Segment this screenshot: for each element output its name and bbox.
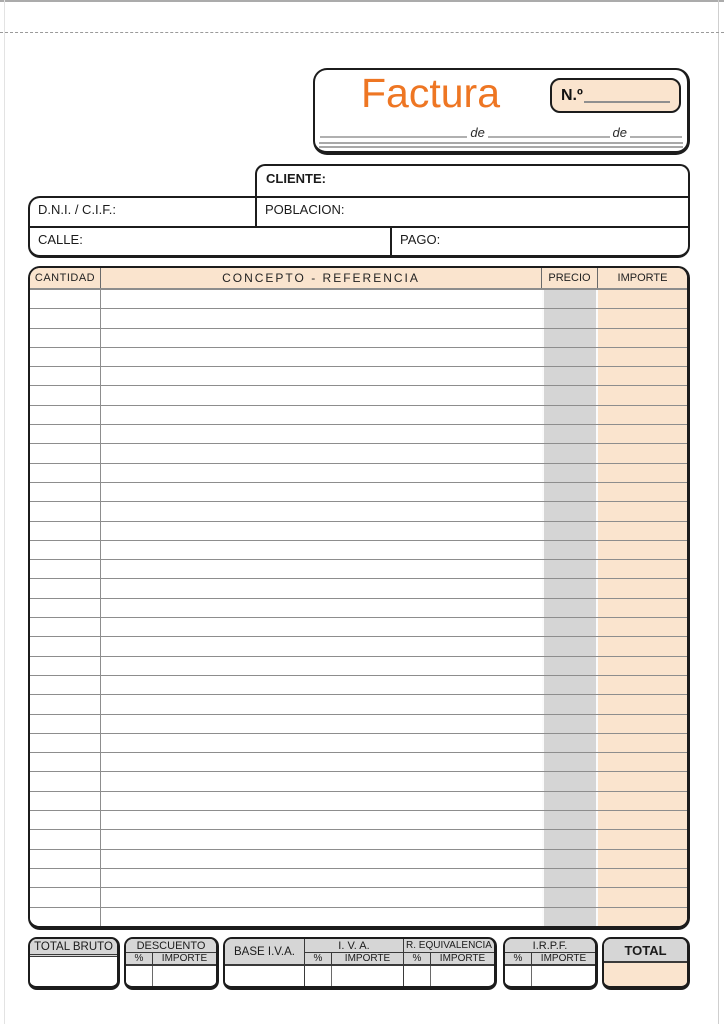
importe-cell [598, 309, 687, 327]
precio-cell [542, 637, 598, 655]
invoice-number-blank-line [584, 101, 670, 103]
col-header-concepto-referencia: CONCEPTO - REFERENCIA [101, 268, 542, 288]
descuento-pct-cell [126, 966, 153, 986]
calle-label: CALLE: [38, 231, 83, 247]
cliente-field [255, 164, 690, 196]
irpf-importe-label: IMPORTE [540, 953, 587, 964]
concepto-cell [101, 695, 542, 713]
importe-cell [598, 850, 687, 868]
cantidad-cell [30, 811, 101, 829]
concepto-cell [101, 348, 542, 366]
precio-cell [542, 850, 598, 868]
pago-field [392, 228, 688, 256]
precio-cell [542, 329, 598, 347]
col-header-cantidad: CANTIDAD [30, 268, 101, 288]
iva-section [305, 939, 404, 986]
iva-label: I. V. A. [305, 939, 403, 953]
date-preposition-2: de [612, 125, 627, 140]
concepto-cell [101, 850, 542, 868]
concepto-cell [101, 676, 542, 694]
precio-cell [542, 348, 598, 366]
iva-blank [305, 966, 403, 986]
descuento-subheader [126, 953, 216, 966]
importe-cell [598, 464, 687, 482]
invoice-number-label: N.º [561, 86, 583, 104]
date-preposition-1: de [470, 125, 485, 140]
importe-cell [598, 502, 687, 520]
precio-cell [542, 772, 598, 790]
precio-cell [542, 522, 598, 540]
invoice-title: Factura [361, 70, 500, 116]
descuento-importe-label: IMPORTE [161, 953, 208, 964]
date-day-blank-line [320, 126, 467, 138]
descuento-importe-cell [153, 966, 216, 986]
precio-cell [542, 869, 598, 887]
cantidad-cell [30, 869, 101, 887]
importe-cell [598, 637, 687, 655]
concepto-cell [101, 406, 542, 424]
iva-pct-cell [305, 966, 332, 986]
item-row [30, 599, 687, 618]
pago-label: PAGO: [400, 231, 441, 247]
r-equivalencia-pct-cell [404, 966, 431, 986]
invoice-date-line [320, 126, 682, 138]
col-header-importe: IMPORTE [617, 272, 668, 284]
cantidad-cell [30, 541, 101, 559]
cantidad-cell [30, 734, 101, 752]
cantidad-cell [30, 329, 101, 347]
precio-cell [542, 830, 598, 848]
precio-cell [542, 792, 598, 810]
importe-cell [598, 579, 687, 597]
cantidad-cell [30, 695, 101, 713]
cantidad-cell [30, 888, 101, 906]
cantidad-cell [30, 830, 101, 848]
cantidad-cell [30, 715, 101, 733]
importe-cell [598, 888, 687, 906]
precio-cell [542, 676, 598, 694]
cantidad-cell [30, 348, 101, 366]
cantidad-cell [30, 522, 101, 540]
page-left-edge [4, 0, 5, 1024]
item-row [30, 522, 687, 541]
concepto-cell [101, 772, 542, 790]
cantidad-cell [30, 676, 101, 694]
concepto-cell [101, 579, 542, 597]
cantidad-cell [30, 560, 101, 578]
irpf-label: I.R.P.F. [505, 939, 595, 953]
cantidad-cell [30, 386, 101, 404]
item-row [30, 367, 687, 386]
concepto-cell [101, 792, 542, 810]
dni-cif-field [30, 198, 257, 226]
cantidad-cell [30, 425, 101, 443]
precio-cell [542, 734, 598, 752]
item-row [30, 657, 687, 676]
descuento-label: DESCUENTO [126, 939, 216, 953]
importe-cell [598, 753, 687, 771]
importe-cell [598, 483, 687, 501]
precio-cell [542, 715, 598, 733]
item-row [30, 541, 687, 560]
item-row [30, 309, 687, 328]
concepto-cell [101, 483, 542, 501]
concepto-cell [101, 541, 542, 559]
concepto-cell [101, 522, 542, 540]
cantidad-cell [30, 772, 101, 790]
item-row [30, 464, 687, 483]
precio-cell [542, 444, 598, 462]
cantidad-cell [30, 444, 101, 462]
importe-cell [598, 715, 687, 733]
item-row [30, 348, 687, 367]
page-right-edge [718, 0, 719, 1024]
concepto-cell [101, 329, 542, 347]
irpf-subheader [505, 953, 595, 966]
total-bruto-label: TOTAL BRUTO [30, 939, 117, 957]
concepto-cell [101, 502, 542, 520]
items-table [28, 266, 690, 930]
col-header-precio: PRECIO [542, 268, 598, 288]
item-row [30, 908, 687, 926]
importe-cell [598, 792, 687, 810]
concepto-cell [101, 290, 542, 308]
iva-pct-label: % [305, 953, 332, 964]
base-iva-blank [225, 966, 304, 986]
cantidad-cell [30, 850, 101, 868]
item-row [30, 290, 687, 309]
precio-cell [542, 290, 598, 308]
item-row [30, 830, 687, 849]
precio-cell [542, 386, 598, 404]
importe-cell [598, 329, 687, 347]
irpf-blank [505, 966, 595, 986]
item-row [30, 502, 687, 521]
cantidad-cell [30, 483, 101, 501]
invoice-header-box [313, 68, 690, 155]
total-box [602, 937, 690, 990]
precio-cell [542, 908, 598, 926]
cantidad-cell [30, 502, 101, 520]
concepto-cell [101, 637, 542, 655]
importe-cell [598, 599, 687, 617]
precio-cell [542, 367, 598, 385]
item-row [30, 329, 687, 348]
date-year-blank-line [630, 126, 682, 138]
date-month-blank-line [488, 126, 610, 138]
item-row [30, 811, 687, 830]
importe-cell [598, 406, 687, 424]
item-row [30, 850, 687, 869]
iva-importe-cell [332, 966, 403, 986]
importe-cell [598, 695, 687, 713]
concepto-cell [101, 425, 542, 443]
item-row [30, 425, 687, 444]
concepto-cell [101, 599, 542, 617]
concepto-cell [101, 715, 542, 733]
base-iva-section [225, 939, 305, 986]
concepto-cell [101, 657, 542, 675]
precio-cell [542, 425, 598, 443]
concepto-cell [101, 753, 542, 771]
importe-cell [598, 348, 687, 366]
importe-cell [598, 560, 687, 578]
item-row [30, 406, 687, 425]
precio-cell [542, 309, 598, 327]
item-row [30, 792, 687, 811]
descuento-blank [126, 966, 216, 986]
cantidad-cell [30, 599, 101, 617]
concepto-cell [101, 734, 542, 752]
importe-cell [598, 425, 687, 443]
precio-cell [542, 888, 598, 906]
precio-cell [542, 599, 598, 617]
cantidad-cell [30, 406, 101, 424]
precio-cell [542, 406, 598, 424]
cantidad-cell [30, 579, 101, 597]
irpf-pct-cell [505, 966, 532, 986]
cantidad-cell [30, 464, 101, 482]
descuento-pct-label: % [126, 953, 153, 964]
cantidad-cell [30, 618, 101, 636]
client-info-row-1 [30, 198, 688, 228]
calle-field [30, 228, 392, 256]
r-equivalencia-label: R. EQUIVALENCIA [404, 939, 494, 953]
total-bruto-blank [30, 957, 117, 986]
cantidad-cell [30, 908, 101, 926]
item-row [30, 579, 687, 598]
client-info-row-2 [30, 228, 688, 256]
concepto-cell [101, 830, 542, 848]
items-table-body [30, 290, 687, 926]
cantidad-cell [30, 367, 101, 385]
precio-cell [542, 483, 598, 501]
dni-cif-label: D.N.I. / C.I.F.: [38, 202, 117, 217]
item-row [30, 444, 687, 463]
total-blank [604, 963, 687, 986]
importe-cell [598, 772, 687, 790]
cliente-label: CLIENTE: [266, 171, 326, 186]
importe-cell [598, 522, 687, 540]
item-row [30, 695, 687, 714]
item-row [30, 560, 687, 579]
concepto-cell [101, 618, 542, 636]
client-info-box [28, 196, 690, 258]
item-row [30, 715, 687, 734]
base-iva-group-box [223, 937, 497, 990]
precio-cell [542, 811, 598, 829]
concepto-cell [101, 367, 542, 385]
concepto-cell [101, 869, 542, 887]
r-equivalencia-section [404, 939, 494, 986]
cantidad-cell [30, 309, 101, 327]
base-iva-label: BASE I.V.A. [225, 939, 304, 966]
concepto-cell [101, 908, 542, 926]
precio-cell [542, 695, 598, 713]
r-equivalencia-importe-label: IMPORTE [439, 953, 486, 964]
importe-cell [598, 541, 687, 559]
poblacion-label: POBLACION: [265, 202, 345, 217]
descuento-box [124, 937, 219, 990]
cantidad-cell [30, 657, 101, 675]
importe-cell [598, 618, 687, 636]
cantidad-cell [30, 792, 101, 810]
cantidad-cell [30, 290, 101, 308]
item-row [30, 888, 687, 907]
precio-cell [542, 464, 598, 482]
concepto-cell [101, 888, 542, 906]
perforation-line [0, 32, 724, 33]
r-equivalencia-blank [404, 966, 494, 986]
importe-cell [598, 830, 687, 848]
item-row [30, 753, 687, 772]
concepto-cell [101, 464, 542, 482]
concepto-cell [101, 386, 542, 404]
item-row [30, 386, 687, 405]
r-equivalencia-subheader [404, 953, 494, 966]
precio-cell [542, 541, 598, 559]
item-row [30, 676, 687, 695]
irpf-pct-label: % [505, 953, 532, 964]
irpf-box [503, 937, 598, 990]
importe-cell [598, 869, 687, 887]
total-label: TOTAL [604, 939, 687, 963]
importe-cell [598, 657, 687, 675]
importe-cell [598, 290, 687, 308]
precio-cell [542, 657, 598, 675]
items-table-header [30, 268, 687, 290]
page-top-edge [0, 0, 724, 2]
importe-cell [598, 908, 687, 926]
header-double-rule [319, 142, 683, 148]
importe-cell [598, 386, 687, 404]
total-bruto-box [28, 937, 120, 990]
importe-cell [598, 811, 687, 829]
cantidad-cell [30, 753, 101, 771]
concepto-cell [101, 444, 542, 462]
importe-cell [598, 444, 687, 462]
importe-cell [598, 676, 687, 694]
precio-cell [542, 560, 598, 578]
precio-cell [542, 579, 598, 597]
concepto-cell [101, 560, 542, 578]
irpf-importe-cell [532, 966, 595, 986]
precio-cell [542, 618, 598, 636]
importe-cell [598, 734, 687, 752]
cantidad-cell [30, 637, 101, 655]
importe-cell [598, 367, 687, 385]
concepto-cell [101, 309, 542, 327]
item-row [30, 772, 687, 791]
item-row [30, 483, 687, 502]
precio-cell [542, 753, 598, 771]
item-row [30, 618, 687, 637]
r-equivalencia-importe-cell [431, 966, 494, 986]
r-equivalencia-pct-label: % [404, 953, 431, 964]
invoice-number-field [550, 78, 681, 113]
precio-cell [542, 502, 598, 520]
item-row [30, 869, 687, 888]
iva-importe-label: IMPORTE [344, 953, 391, 964]
concepto-cell [101, 811, 542, 829]
item-row [30, 734, 687, 753]
iva-subheader [305, 953, 403, 966]
poblacion-field [257, 198, 688, 226]
item-row [30, 637, 687, 656]
